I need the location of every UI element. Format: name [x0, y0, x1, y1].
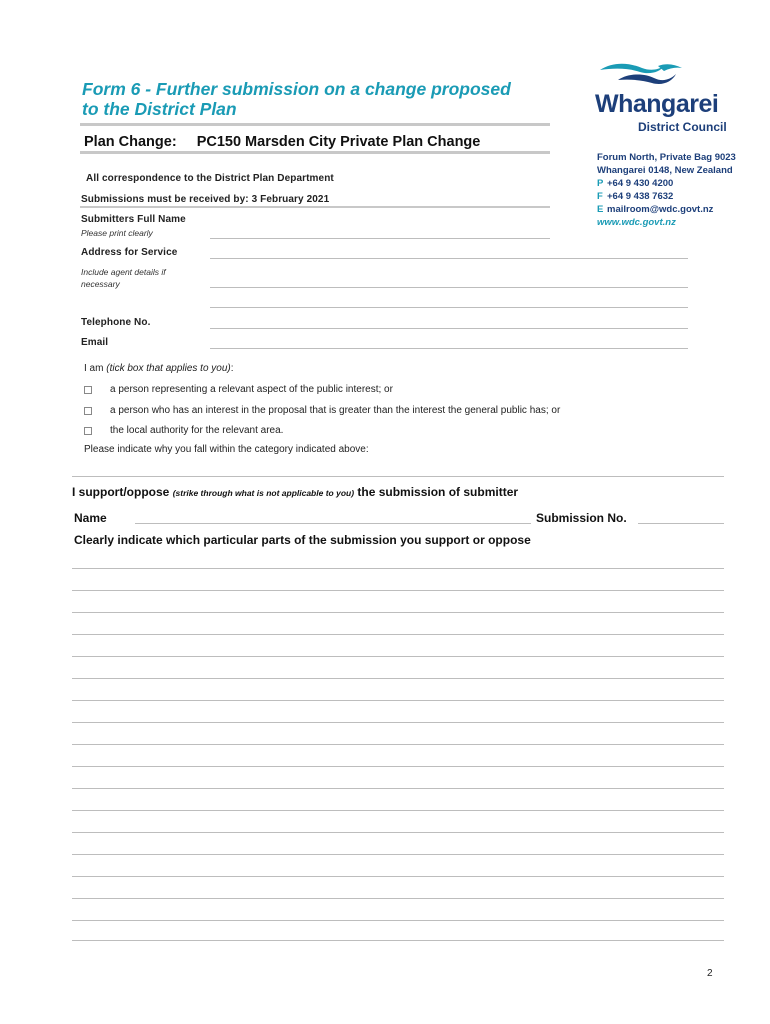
checkbox-local-authority[interactable] [84, 427, 92, 435]
category-intro [84, 363, 234, 374]
address-label: Address for Service [81, 247, 178, 258]
telephone-field[interactable] [210, 328, 688, 329]
divider-top [80, 123, 550, 126]
phone-key: P [597, 178, 604, 189]
writing-line[interactable] [72, 810, 724, 811]
option-greater-interest: a person who has an interest in the proposal that is greater than the interest the general public has; or [110, 405, 561, 416]
telephone-label: Telephone No. [81, 317, 151, 328]
address-field-line3[interactable] [210, 307, 688, 308]
form-title [82, 79, 552, 119]
address-line2: Whangarei 0148, New Zealand [597, 165, 733, 176]
plan-change-value: PC150 Marsden City Private Plan Change [196, 134, 481, 150]
writing-line[interactable] [72, 940, 724, 941]
category-reason-field[interactable] [72, 476, 724, 477]
writing-line[interactable] [72, 766, 724, 767]
form-title-line1: Form 6 - Further submission on a change proposed [82, 79, 511, 99]
correspondence-note: All correspondence to the District Plan Department [86, 173, 334, 184]
address-hint: Include agent details if necessary [81, 267, 166, 289]
council-name: Whangarei [595, 90, 719, 118]
phone-row [597, 177, 767, 190]
page-number: 2 [707, 968, 713, 979]
email-key: E [597, 204, 604, 215]
category-intro-suffix: : [230, 363, 234, 374]
writing-line[interactable] [72, 788, 724, 789]
email-label: Email [81, 337, 109, 348]
checkbox-greater-interest[interactable] [84, 407, 92, 415]
council-contact [597, 151, 767, 229]
address-line1: Forum North, Private Bag 9023 [597, 152, 736, 163]
writing-line[interactable] [72, 744, 724, 745]
form-title-line2: to the District Plan [82, 99, 237, 119]
writing-line[interactable] [72, 590, 724, 591]
divider-bottom [80, 151, 550, 154]
address-field-line1[interactable] [210, 258, 688, 259]
phone-number: +64 9 430 4200 [607, 178, 674, 189]
writing-line[interactable] [72, 898, 724, 899]
writing-line[interactable] [72, 700, 724, 701]
website-link[interactable]: www.wdc.govt.nz [597, 217, 676, 228]
writing-area[interactable] [72, 560, 724, 945]
writing-line[interactable] [72, 832, 724, 833]
writing-line[interactable] [72, 876, 724, 877]
submitter-name-field[interactable] [210, 238, 550, 239]
fax-number: +64 9 438 7632 [607, 191, 674, 202]
submitter-name-line[interactable] [135, 523, 531, 524]
category-intro-italic: (tick box that applies to you) [106, 363, 231, 374]
submission-no-field[interactable] [638, 523, 724, 524]
divider-deadline [80, 206, 550, 208]
submission-no-label: Submission No. [536, 511, 627, 525]
email-field[interactable] [210, 348, 688, 349]
council-subname: District Council [638, 120, 727, 134]
writing-line[interactable] [72, 656, 724, 657]
submitter-name-hint: Please print clearly [81, 228, 153, 238]
option-public-interest: a person representing a relevant aspect of the public interest; or [110, 384, 393, 395]
category-instruction: Please indicate why you fall within the category indicated above: [84, 444, 369, 455]
address-field-line2[interactable] [210, 287, 688, 288]
email-address[interactable]: mailroom@wdc.govt.nz [607, 204, 714, 215]
option-local-authority: the local authority for the relevant area. [110, 425, 284, 436]
wave-logo-icon [598, 60, 688, 88]
strike-through-note: (strike through what is not applicable to you) [172, 488, 355, 498]
plan-change [84, 134, 480, 150]
writing-line[interactable] [72, 920, 724, 921]
deadline-note: Submissions must be received by: 3 February 2021 [81, 194, 330, 205]
council-logo [592, 60, 742, 140]
support-oppose-line [72, 485, 518, 499]
writing-line[interactable] [72, 568, 724, 569]
support-oppose-suffix: the submission of submitter [357, 485, 519, 499]
writing-line[interactable] [72, 854, 724, 855]
writing-line[interactable] [72, 722, 724, 723]
fax-row [597, 190, 767, 203]
checkbox-public-interest[interactable] [84, 386, 92, 394]
plan-change-label: Plan Change: [84, 134, 177, 150]
submitter-name-label: Submitters Full Name [81, 214, 186, 225]
name-label: Name [74, 511, 107, 525]
support-oppose-prefix: I support/oppose [72, 485, 170, 499]
fax-key: F [597, 191, 603, 202]
writing-line[interactable] [72, 678, 724, 679]
category-intro-prefix: I am [84, 363, 107, 374]
writing-line[interactable] [72, 634, 724, 635]
email-row [597, 203, 767, 216]
parts-label: Clearly indicate which particular parts of the submission you support or oppose [74, 533, 531, 547]
writing-line[interactable] [72, 612, 724, 613]
